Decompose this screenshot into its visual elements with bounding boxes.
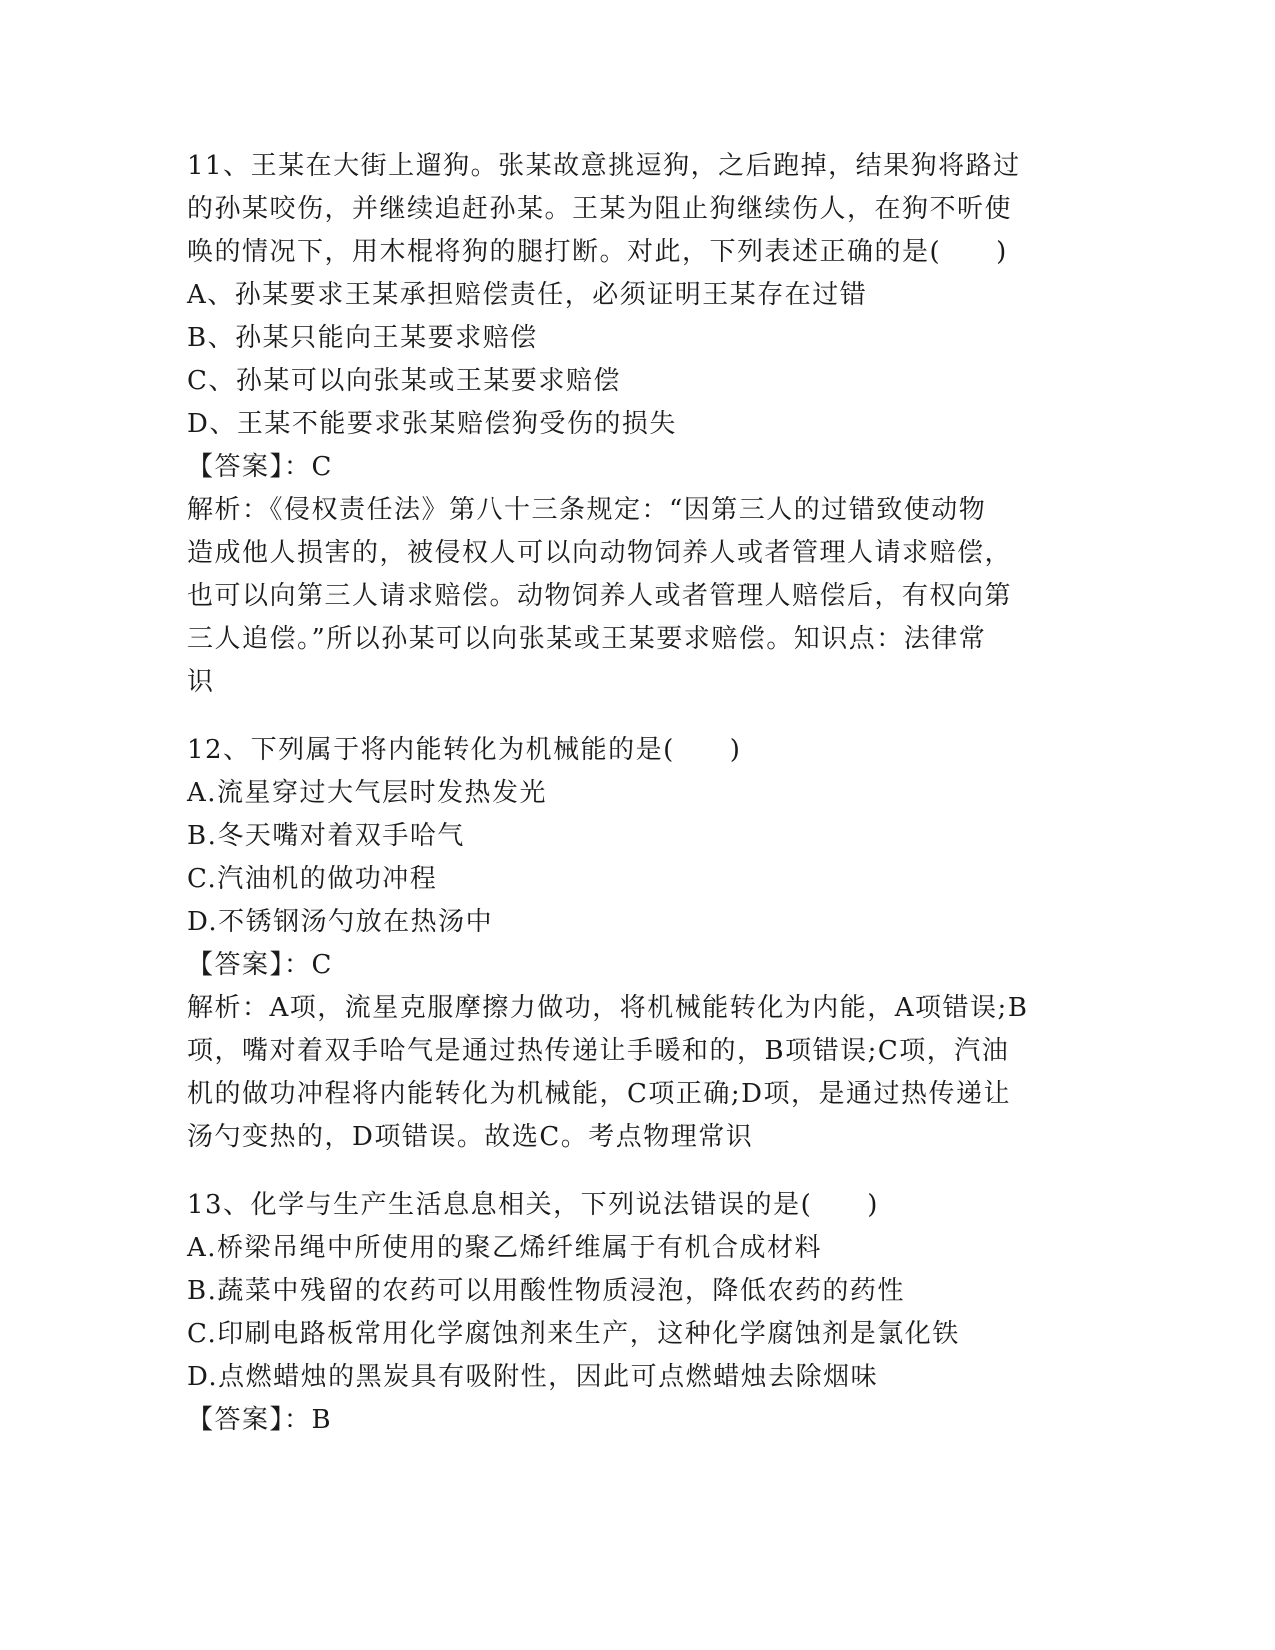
option-d: D、王某不能要求张某赔偿狗受伤的损失 <box>187 409 677 439</box>
option-b: B、孙某只能向王某要求赔偿 <box>187 323 538 353</box>
spacer <box>187 1159 1067 1184</box>
question-13 <box>187 1184 1067 1442</box>
analysis-line: 机的做功冲程将内能转化为机械能，C项正确;D项，是通过热传递让 <box>187 1079 1011 1109</box>
option-a: A.流星穿过大气层时发热发光 <box>187 778 548 808</box>
option-b: B.冬天嘴对着双手哈气 <box>187 821 465 851</box>
question-stem-line: 13、化学与生产生活息息相关，下列说法错误的是( ) <box>187 1190 879 1220</box>
question-stem-line: 的孙某咬伤，并继续追赶孙某。王某为阻止狗继续伤人，在狗不听使 <box>187 194 1013 224</box>
answer-line: 【答案】：B <box>187 1405 333 1435</box>
option-d: D.不锈钢汤勺放在热汤中 <box>187 907 494 937</box>
question-11 <box>187 145 1067 704</box>
option-c: C.印刷电路板常用化学腐蚀剂来生产，这种化学腐蚀剂是氯化铁 <box>187 1319 960 1349</box>
analysis-line: 三人追偿。”所以孙某可以向张某或王某要求赔偿。知识点：法律常 <box>187 624 987 654</box>
answer-line: 【答案】：C <box>187 950 333 980</box>
analysis-line: 解析：《侵权责任法》第八十三条规定：“因第三人的过错致使动物 <box>187 495 987 525</box>
analysis-line: 也可以向第三人请求赔偿。动物饲养人或者管理人赔偿后，有权向第 <box>187 581 1013 611</box>
analysis-line: 项，嘴对着双手哈气是通过热传递让手暖和的，B项错误;C项，汽油 <box>187 1036 1010 1066</box>
option-c: C、孙某可以向张某或王某要求赔偿 <box>187 366 621 396</box>
analysis-line: 汤勺变热的，D项错误。故选C。考点物理常识 <box>187 1122 754 1152</box>
option-b: B.蔬菜中残留的农药可以用酸性物质浸泡，降低农药的药性 <box>187 1276 905 1306</box>
answer-line: 【答案】：C <box>187 452 333 482</box>
option-a: A.桥梁吊绳中所使用的聚乙烯纤维属于有机合成材料 <box>187 1233 823 1263</box>
analysis-line: 造成他人损害的，被侵权人可以向动物饲养人或者管理人请求赔偿， <box>187 538 1013 568</box>
option-c: C.汽油机的做功冲程 <box>187 864 438 894</box>
question-stem-line: 11、王某在大街上遛狗。张某故意挑逗狗，之后跑掉，结果狗将路过 <box>187 151 1021 181</box>
document-page <box>187 145 1067 1442</box>
spacer <box>187 704 1067 729</box>
option-d: D.点燃蜡烛的黑炭具有吸附性，因此可点燃蜡烛去除烟味 <box>187 1362 879 1392</box>
question-12 <box>187 729 1067 1159</box>
question-stem-line: 12、下列属于将内能转化为机械能的是( ) <box>187 735 742 765</box>
question-stem-line: 唤的情况下，用木棍将狗的腿打断。对此，下列表述正确的是( ) <box>187 237 1008 267</box>
analysis-line: 解析：A项，流星克服摩擦力做功，将机械能转化为内能，A项错误;B <box>187 993 1029 1023</box>
option-a: A、孙某要求王某承担赔偿责任，必须证明王某存在过错 <box>187 280 868 310</box>
analysis-line: 识 <box>187 667 215 697</box>
